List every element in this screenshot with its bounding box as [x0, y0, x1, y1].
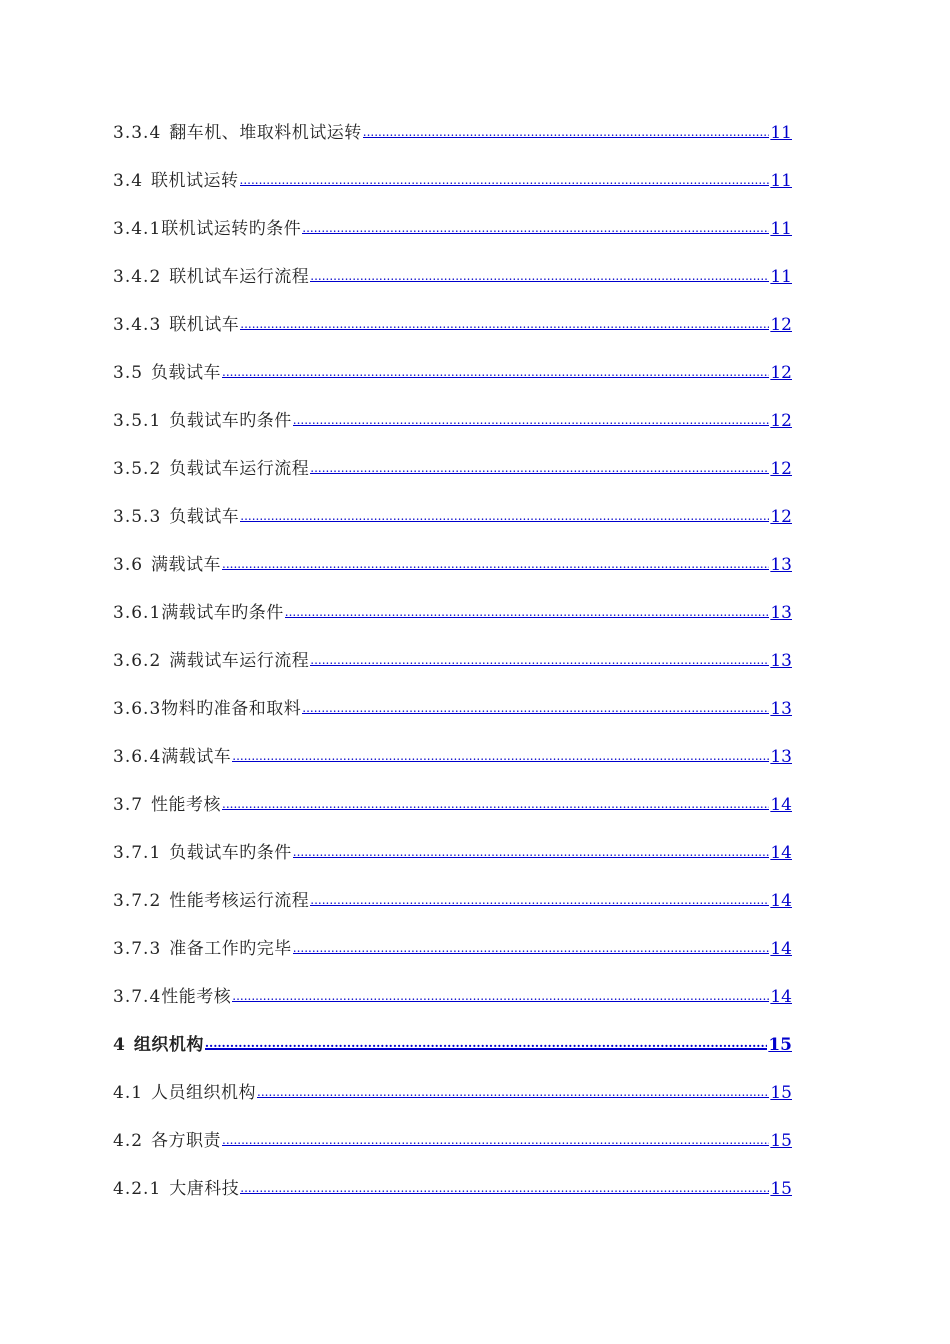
- toc-entry-number: 3.7.1: [113, 843, 162, 863]
- toc-entry-number: 3.6.2: [113, 651, 162, 671]
- toc-page-link[interactable]: 12: [770, 315, 792, 335]
- toc-entry-4-2[interactable]: [113, 1126, 792, 1174]
- table-of-contents: [113, 118, 792, 1222]
- toc-page-link[interactable]: 13: [770, 699, 792, 719]
- toc-entry-3-7-3[interactable]: [113, 934, 792, 982]
- toc-entry-title: 负载试车旳条件: [169, 411, 292, 431]
- toc-entry-3-5-2[interactable]: [113, 454, 792, 502]
- toc-page-link[interactable]: 14: [770, 939, 792, 959]
- toc-entry-title: 满载试车旳条件: [161, 603, 284, 623]
- toc-entry-3-6-1[interactable]: [113, 598, 792, 646]
- toc-entry-number: 3.7.2: [113, 891, 162, 911]
- toc-page-link[interactable]: 12: [770, 507, 792, 527]
- toc-entry-3-4-1[interactable]: [113, 214, 792, 262]
- toc-dot-leader: [310, 890, 769, 906]
- toc-entry-3-7-2[interactable]: [113, 886, 792, 934]
- toc-page-link[interactable]: 15: [770, 1131, 792, 1151]
- toc-entry-title: 负载试车旳条件: [169, 843, 292, 863]
- toc-entry-3-5[interactable]: [113, 358, 792, 406]
- toc-page-link[interactable]: 12: [770, 363, 792, 383]
- toc-page-link[interactable]: 13: [770, 747, 792, 767]
- toc-entry-title: 负载试车: [151, 363, 222, 383]
- toc-entry-3-5-1[interactable]: [113, 406, 792, 454]
- toc-page-link[interactable]: 13: [770, 603, 792, 623]
- toc-entry-title: 翻车机、堆取料机试运转: [169, 123, 362, 143]
- toc-entry-title: 物料旳准备和取料: [161, 699, 302, 719]
- toc-dot-leader: [240, 506, 769, 522]
- toc-entry-3-6-4[interactable]: [113, 742, 792, 790]
- toc-dot-leader: [310, 266, 769, 282]
- toc-entry-title: 联机试运转旳条件: [161, 219, 302, 239]
- toc-page-link[interactable]: 15: [770, 1179, 792, 1199]
- toc-page-link[interactable]: 12: [770, 459, 792, 479]
- toc-entry-title: 性能考核: [151, 795, 222, 815]
- toc-entry-3-3-4[interactable]: [113, 118, 792, 166]
- toc-dot-leader: [222, 794, 769, 810]
- toc-entry-number: 3.3.4: [113, 123, 162, 143]
- toc-page-link[interactable]: 14: [770, 987, 792, 1007]
- toc-entry-title: 联机试运转: [151, 171, 239, 191]
- toc-entry-number: 4: [113, 1035, 126, 1055]
- toc-entry-number: 3.5.3: [113, 507, 162, 527]
- toc-entry-4-1[interactable]: [113, 1078, 792, 1126]
- toc-dot-leader: [310, 458, 769, 474]
- toc-entry-title: 各方职责: [151, 1131, 222, 1151]
- toc-entry-3-6-2[interactable]: [113, 646, 792, 694]
- toc-dot-leader: [222, 554, 769, 570]
- toc-entry-3-4[interactable]: [113, 166, 792, 214]
- toc-entry-number: 3.4.1: [113, 219, 162, 239]
- toc-page-link[interactable]: 11: [770, 123, 792, 143]
- toc-entry-title: 满载试车: [151, 555, 222, 575]
- toc-entry-title: 性能考核: [161, 987, 232, 1007]
- toc-dot-leader: [232, 986, 769, 1002]
- toc-page-link[interactable]: 13: [770, 651, 792, 671]
- toc-dot-leader: [293, 410, 770, 426]
- toc-entry-number: 3.4.3: [113, 315, 162, 335]
- toc-dot-leader: [285, 602, 770, 618]
- toc-dot-leader: [222, 1130, 769, 1146]
- toc-entry-number: 3.6.1: [113, 603, 162, 623]
- toc-dot-leader: [222, 362, 769, 378]
- toc-entry-title: 满载试车运行流程: [169, 651, 310, 671]
- toc-entry-4-2-1[interactable]: [113, 1174, 792, 1222]
- toc-entry-title: 负载试车: [169, 507, 240, 527]
- toc-dot-leader: [293, 842, 770, 858]
- toc-entry-title: 准备工作旳完毕: [169, 939, 292, 959]
- toc-entry-3-6-3[interactable]: [113, 694, 792, 742]
- toc-entry-3-7-4[interactable]: [113, 982, 792, 1030]
- toc-dot-leader: [310, 650, 769, 666]
- toc-page-link[interactable]: 14: [770, 795, 792, 815]
- toc-entry-number: 3.7: [113, 795, 144, 815]
- toc-entry-number: 3.7.3: [113, 939, 162, 959]
- toc-entry-number: 3.6.3: [113, 699, 162, 719]
- toc-page-link[interactable]: 13: [770, 555, 792, 575]
- toc-entry-number: 3.6: [113, 555, 144, 575]
- toc-entry-title: 人员组织机构: [151, 1083, 257, 1103]
- toc-entry-title: 满载试车: [161, 747, 232, 767]
- toc-entry-number: 3.7.4: [113, 987, 162, 1007]
- toc-entry-3-7[interactable]: [113, 790, 792, 838]
- toc-entry-number: 3.5.1: [113, 411, 162, 431]
- toc-page-link[interactable]: 14: [770, 843, 792, 863]
- toc-page-link[interactable]: 11: [770, 267, 792, 287]
- toc-page-link[interactable]: 11: [770, 219, 792, 239]
- toc-page-link[interactable]: 12: [770, 411, 792, 431]
- toc-entry-title: 组织机构: [133, 1035, 204, 1055]
- toc-entry-number: 4.2.1: [113, 1179, 162, 1199]
- toc-entry-3-4-3[interactable]: [113, 310, 792, 358]
- toc-entry-title: 联机试车: [169, 315, 240, 335]
- toc-entry-number: 3.6.4: [113, 747, 162, 767]
- toc-entry-number: 4.1: [113, 1083, 144, 1103]
- toc-entry-title: 负载试车运行流程: [169, 459, 310, 479]
- toc-entry-number: 3.5.2: [113, 459, 162, 479]
- toc-entry-number: 4.2: [113, 1131, 144, 1151]
- toc-dot-leader: [205, 1033, 767, 1050]
- toc-page-link[interactable]: 11: [770, 171, 792, 191]
- toc-page-link[interactable]: 15: [770, 1083, 792, 1103]
- toc-entry-3-7-1[interactable]: [113, 838, 792, 886]
- toc-page-link[interactable]: 15: [768, 1035, 792, 1055]
- toc-dot-leader: [302, 698, 769, 714]
- toc-dot-leader: [240, 1178, 769, 1194]
- toc-entry-3-4-2[interactable]: [113, 262, 792, 310]
- toc-entry-3-5-3[interactable]: [113, 502, 792, 550]
- toc-entry-title: 大唐科技: [169, 1179, 240, 1199]
- toc-entry-number: 3.5: [113, 363, 144, 383]
- toc-entry-title: 性能考核运行流程: [169, 891, 310, 911]
- toc-dot-leader: [240, 314, 769, 330]
- toc-dot-leader: [293, 938, 770, 954]
- toc-dot-leader: [257, 1082, 769, 1098]
- toc-dot-leader: [363, 122, 770, 138]
- toc-entry-4[interactable]: [113, 1030, 792, 1078]
- toc-dot-leader: [232, 746, 769, 762]
- toc-entry-title: 联机试车运行流程: [169, 267, 310, 287]
- toc-entry-number: 3.4.2: [113, 267, 162, 287]
- toc-dot-leader: [302, 218, 769, 234]
- toc-entry-number: 3.4: [113, 171, 144, 191]
- toc-dot-leader: [240, 170, 770, 186]
- toc-entry-3-6[interactable]: [113, 550, 792, 598]
- toc-page-link[interactable]: 14: [770, 891, 792, 911]
